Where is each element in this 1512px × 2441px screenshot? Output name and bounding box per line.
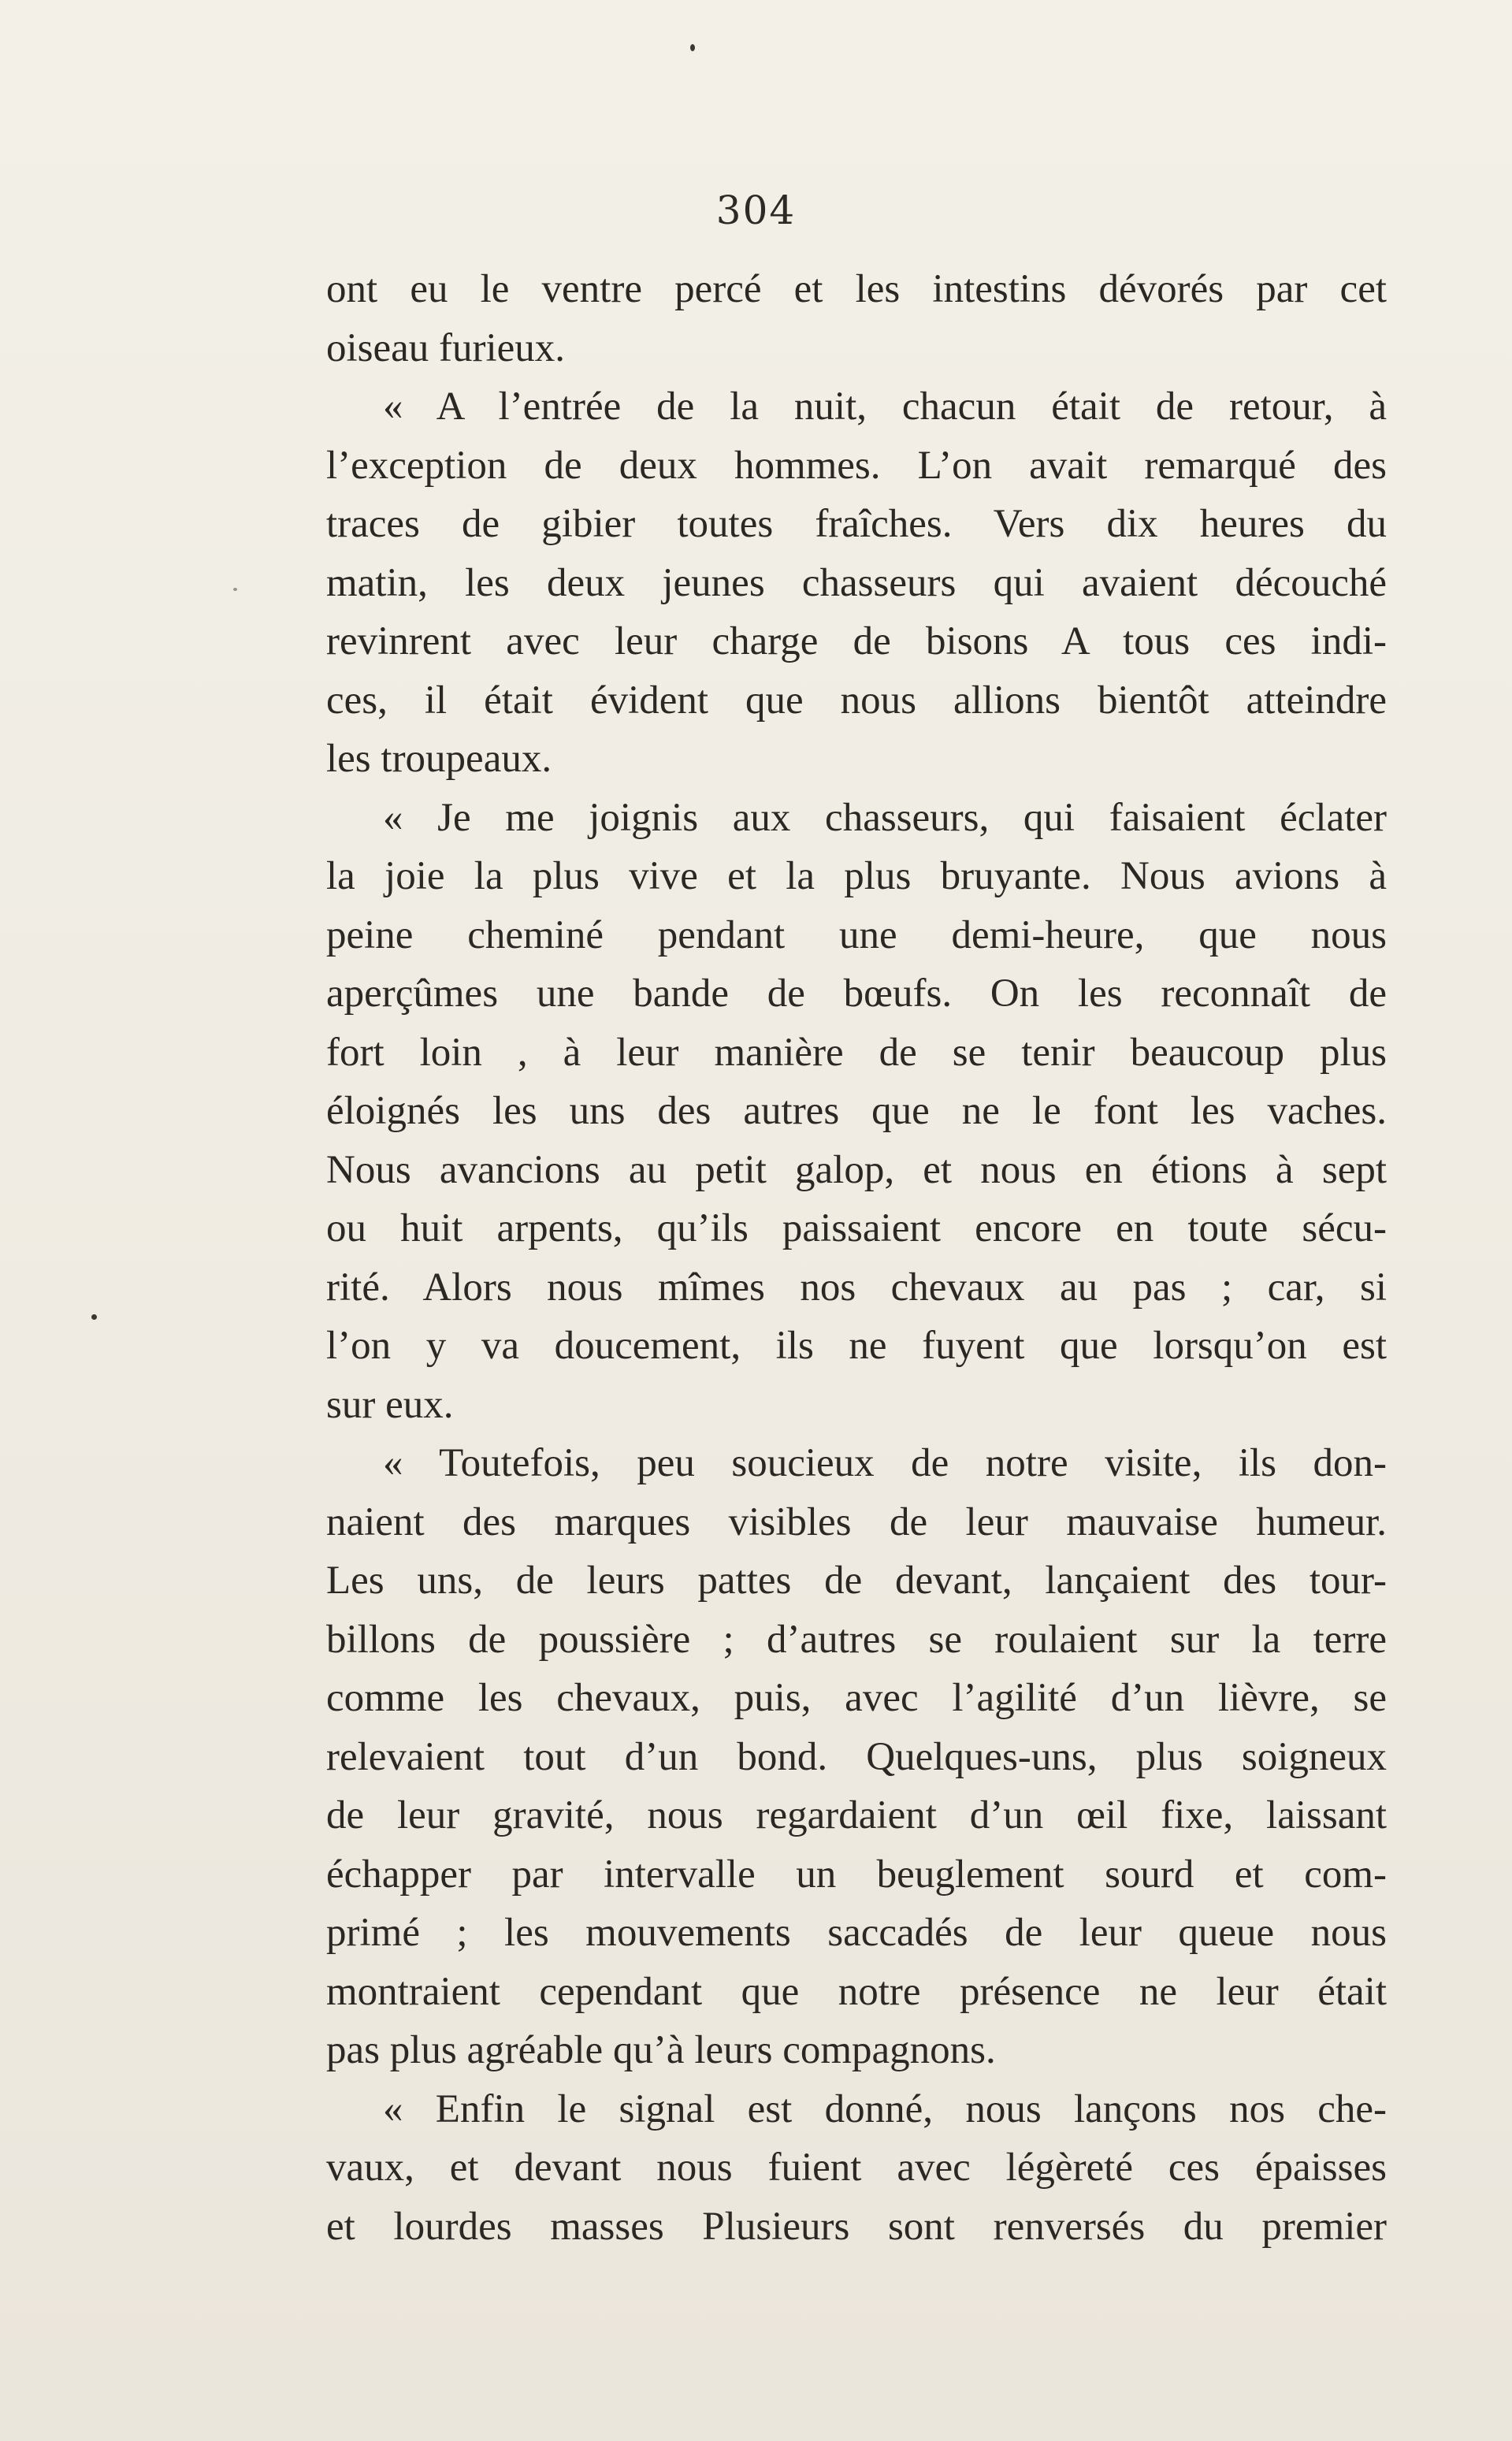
- text-line: « A l’entrée de la nuit, chacun était de retour, à: [383, 385, 1387, 429]
- text-line: comme les chevaux, puis, avec l’agilité d’un lièvre, se: [326, 1676, 1387, 1720]
- ink-speck: [233, 588, 237, 591]
- ink-speck: [91, 1314, 97, 1320]
- text-line: ou huit arpents, qu’ils paissaient encore en toute sécu-: [326, 1206, 1387, 1250]
- text-line: naient des marques visibles de leur mauvaise humeur.: [326, 1499, 1387, 1544]
- text-line: la joie la plus vive et la plus bruyante. Nous avions à: [326, 854, 1387, 898]
- text-line: aperçûmes une bande de bœufs. On les reconnaît de: [326, 972, 1387, 1016]
- text-line: ont eu le ventre percé et les intestins dévorés par cet: [326, 267, 1387, 311]
- text-line: « Toutefois, peu soucieux de notre visite, ils don-: [383, 1441, 1387, 1485]
- text-line: pas plus agréable qu’à leurs compagnons.: [326, 2028, 996, 2072]
- text-line: l’exception de deux hommes. L’on avait remarqué des: [326, 443, 1387, 488]
- text-line: relevaient tout d’un bond. Quelques-uns, plus soigneux: [326, 1734, 1387, 1779]
- text-line: primé ; les mouvements saccadés de leur queue nous: [326, 1911, 1387, 1955]
- page-number: 304: [715, 188, 797, 233]
- text-line: fort loin , à leur manière de se tenir beaucoup plus: [326, 1030, 1387, 1075]
- text-line: l’on y va doucement, ils ne fuyent que lorsqu’on est: [326, 1324, 1387, 1368]
- text-line: échapper par intervalle un beuglement sourd et com-: [326, 1852, 1387, 1897]
- text-line: ces, il était évident que nous allions bientôt atteindre: [326, 678, 1387, 723]
- text-line: et lourdes masses Plusieurs sont renversés du premier: [326, 2204, 1387, 2249]
- text-line: Les uns, de leurs pattes de devant, lançaient des tour-: [326, 1559, 1387, 1603]
- text-line: sur eux.: [326, 1382, 454, 1427]
- body-text: [326, 260, 1387, 2256]
- text-line: revinrent avec leur charge de bisons A tous ces indi-: [326, 619, 1387, 663]
- text-line: matin, les deux jeunes chasseurs qui avaient découché: [326, 560, 1387, 605]
- text-line: « Enfin le signal est donné, nous lançons nos che-: [383, 2086, 1387, 2131]
- text-line: de leur gravité, nous regardaient d’un œil fixe, laissant: [326, 1793, 1387, 1837]
- text-line: oiseau furieux.: [326, 325, 566, 370]
- text-line: « Je me joignis aux chasseurs, qui faisaient éclater: [383, 795, 1387, 840]
- ink-speck: [690, 44, 695, 51]
- text-line: rité. Alors nous mîmes nos chevaux au pas ; car, si: [326, 1265, 1387, 1310]
- text-line: les troupeaux.: [326, 737, 552, 781]
- text-line: Nous avancions au petit galop, et nous en étions à sept: [326, 1147, 1387, 1192]
- text-line: vaux, et devant nous fuient avec légèreté ces épaisses: [326, 2146, 1387, 2190]
- text-line: peine cheminé pendant une demi-heure, que nous: [326, 912, 1387, 957]
- text-line: billons de poussière ; d’autres se roulaient sur la terre: [326, 1617, 1387, 1662]
- text-line: éloignés les uns des autres que ne le font les vaches.: [326, 1089, 1387, 1133]
- text-line: montraient cependant que notre présence ne leur était: [326, 1969, 1387, 2014]
- text-line: traces de gibier toutes fraîches. Vers dix heures du: [326, 502, 1387, 546]
